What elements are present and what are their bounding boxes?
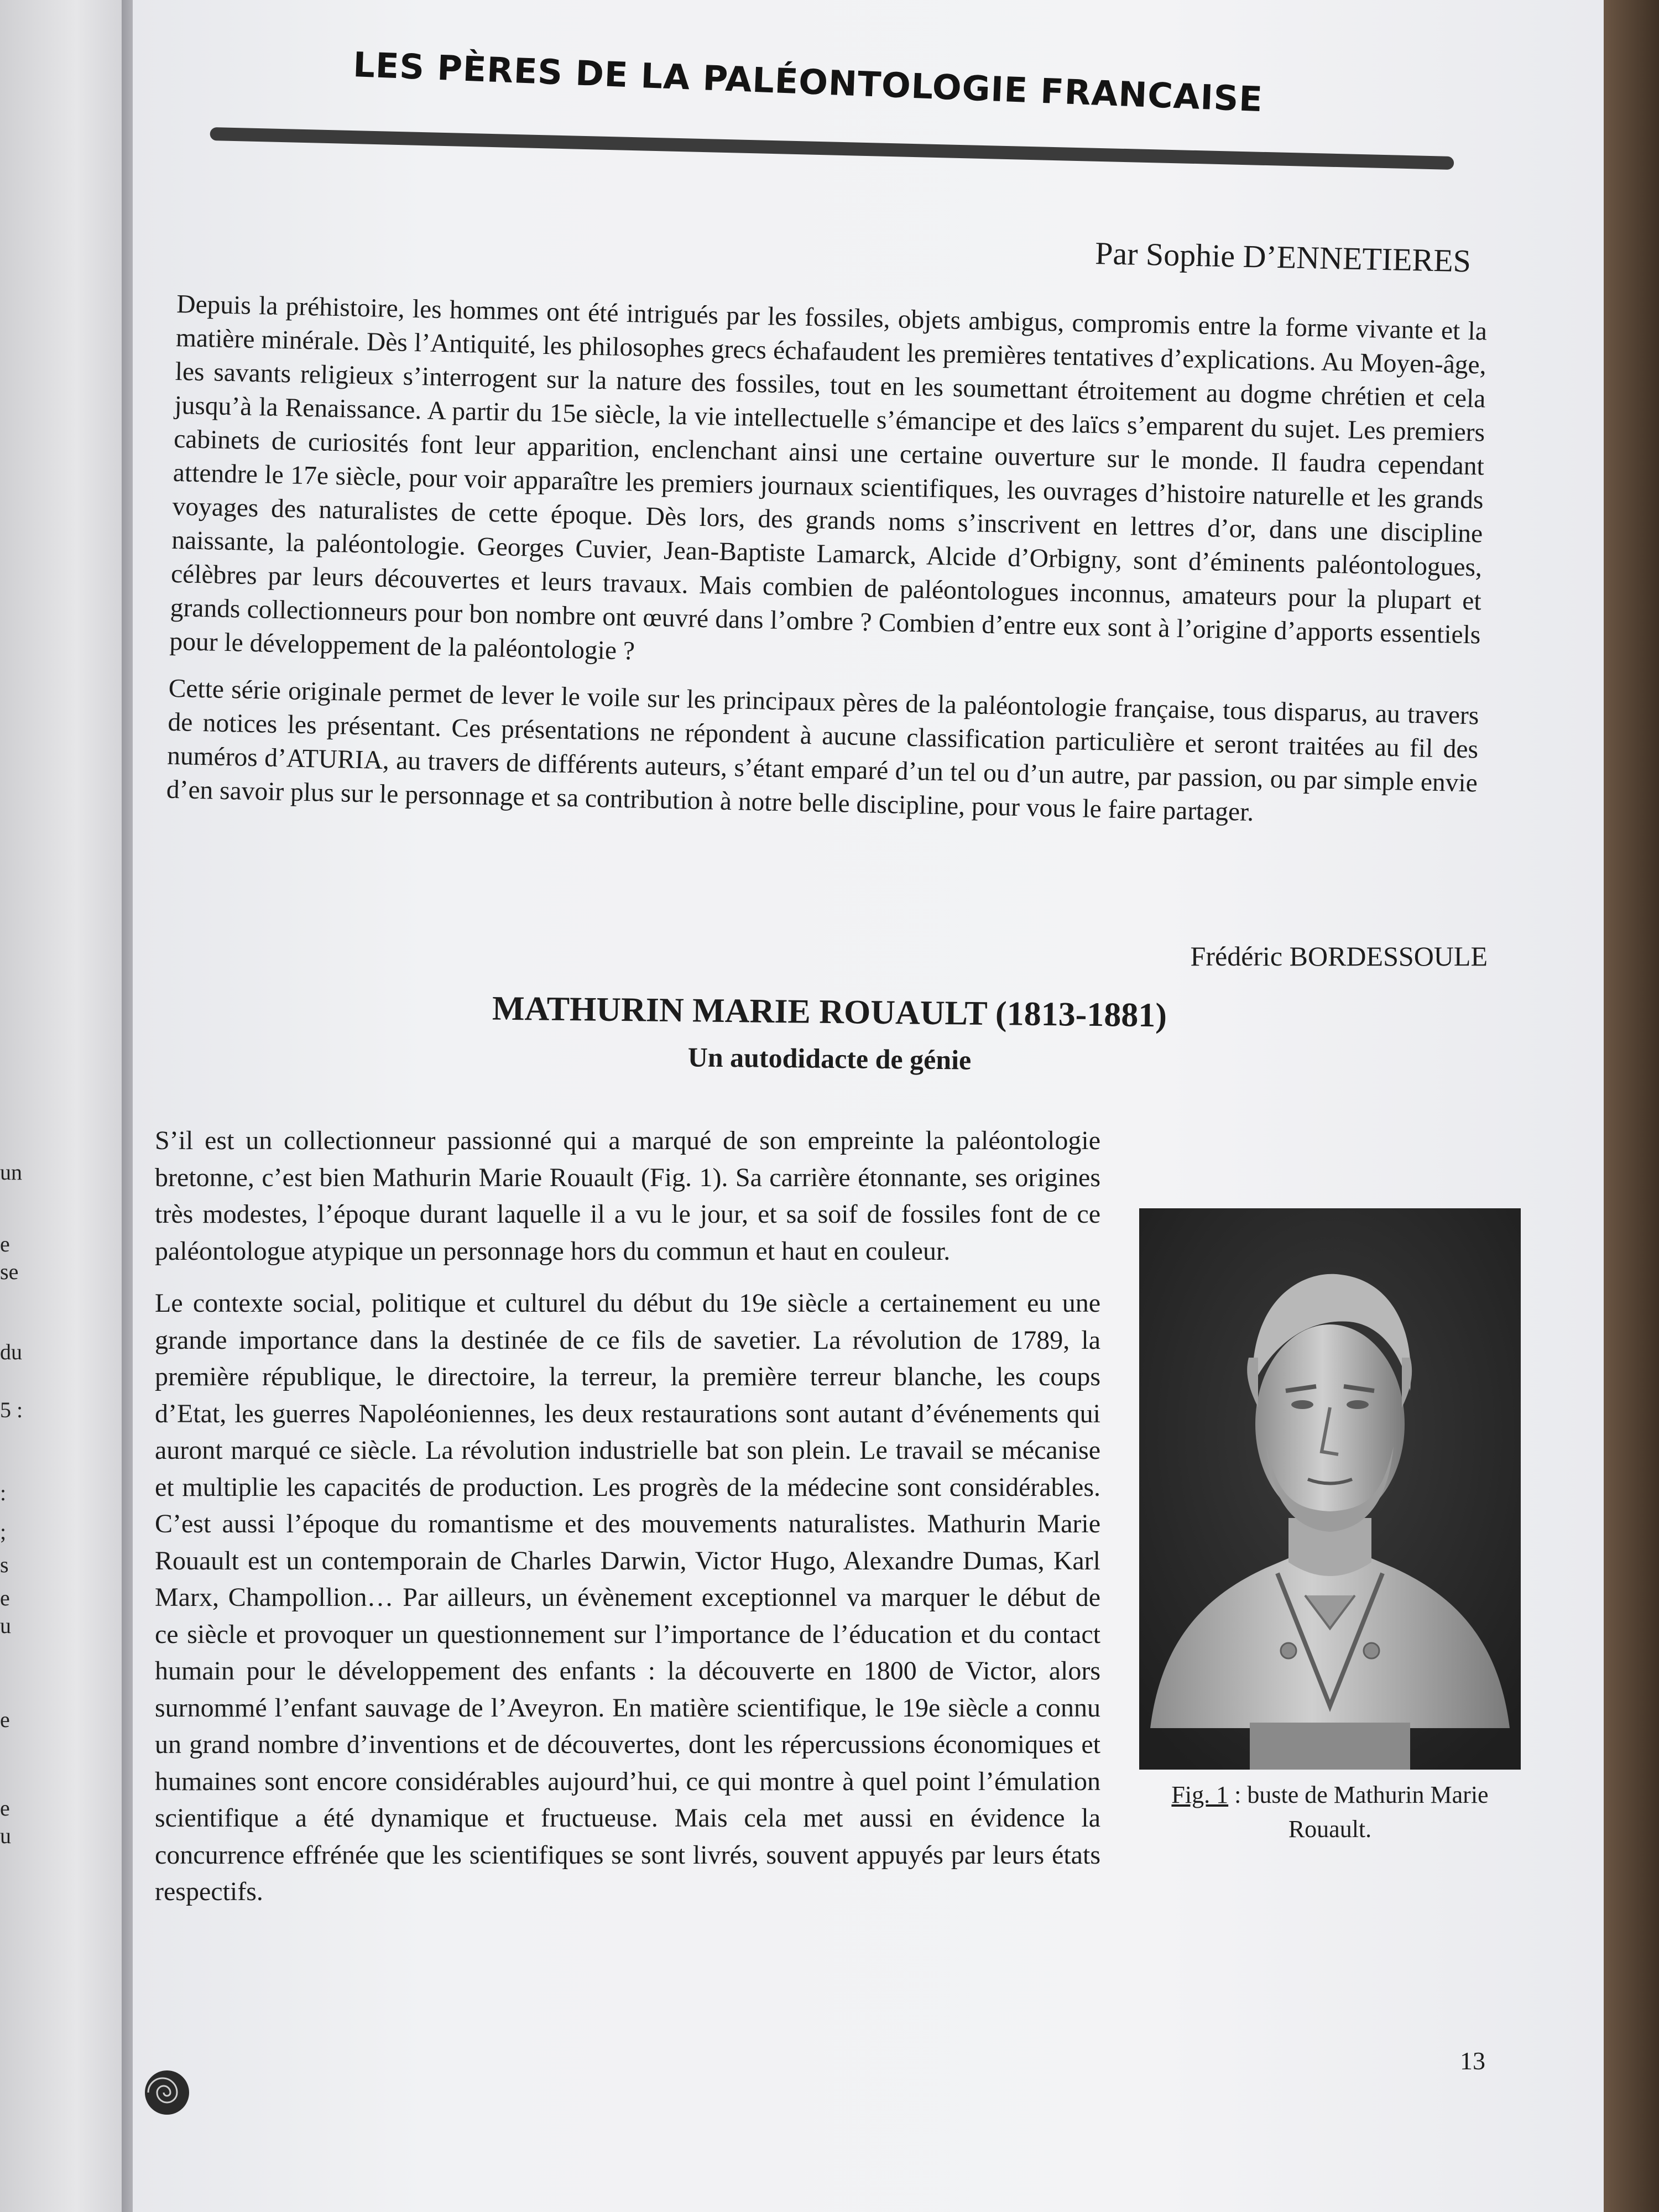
page-number: 13: [1460, 2047, 1485, 2075]
table-surface: [1604, 0, 1659, 2212]
ammonite-logo-icon: [143, 2068, 191, 2117]
article-title: MATHURIN MARIE ROUAULT (1813-1881): [492, 989, 1167, 1035]
left-page: un e se du 5 : : ; s e u e e u: [0, 0, 127, 2212]
bust-photo: [1139, 1208, 1521, 1770]
intro-section: [166, 288, 1488, 847]
publisher-logo: [143, 2068, 191, 2117]
article-paragraph: S’il est un collectionneur passionné qui a marqué de son empreinte la paléontologie bretonne, c’est bien Mathurin Marie Rouault (Fig. 1). Sa carrière étonnante, ses origines très modestes, l’époque durant laquelle il a vu le jour, et sa soif de fossiles font de ce paléontologue atypique un personnage hors du commun et haut en couleur.: [155, 1126, 1100, 1266]
figure-caption: [1139, 1778, 1521, 1846]
figure-reference: Fig. 1: [1171, 1781, 1229, 1808]
intro-paragraph: Depuis la préhistoire, les hommes ont été intrigués par les fossiles, objets ambigus, compromis entre la forme vivante et la matière minérale. Dès l’Antiquité, les philosophes grecs échafaudent les premières tentatives d’explications. Au Moyen-âge, les savants religieux s’interrogent sur la nature des fossiles, tout en les soumettant étroitement au dogme chrétien et cela jusqu’à la Renaissance. A partir du 15e siècle, la vie intellectuelle s’émancipe et des laïcs s’emparent du sujet. Les premiers cabinets de curiosités font leur apparition, enclenchant ainsi une certaine ouverture sur le monde. Il faudra cependant attendre le 17e siècle, pour voir apparaître les premiers journaux scientifiques, les ouvrages d’histoire naturelle et les grands voyages des naturalistes de cette époque. Dès lors, des grands noms s’inscrivent en lettres d’or, dans une discipline naissante, la paléontologie. Georges Cuvier, Jean-Baptiste Lamarck, Alcide d’Orbigny, sont d’éminents paléontologues, célèbres par leurs découvertes et leurs travaux. Mais combien de paléontologues inconnus, amateurs pour la plupart et grands collectionneurs pour bon nombre ont œuvré dans l’ombre ? Combien d’entre eux sont à l’origine d’apports essentiels pour le développement de la paléontologie ?: [169, 289, 1488, 666]
byline: Par Sophie D’ENNETIERES: [1094, 235, 1472, 279]
article-paragraph: Le contexte social, politique et culturel du début du 19e siècle a certainement eu une grande importance dans la destinée de ce fils de savetier. La révolution de 1789, la première république, le directoire, la terreur, la première terreur blanche, les coups d’Etat, les guerres Napoléoniennes, les deux restaurations sont autant d’événements qui auront marqué ce siècle. La révolution industrielle bat son plein. Le travail se mécanise et multiplie les capacités de production. Les progrès de la médecine sont considérables. C’est aussi l’époque du romantisme et des mouvements naturalistes. Mathurin Marie Rouault est un contemporain de Charles Darwin, Victor Hugo, Alexandre Dumas, Karl Marx, Champollion… Par ailleurs, un évènement exceptionnel va marquer le début de ce siècle et provoquer un questionnement sur l’importance de l’éducation et du contact humain pour le développement des enfants : la découverte en 1800 de Victor, alors surnommé l’enfant sauvage de l’Aveyron. En matière scientifique, le 19e siècle a connu un grand nombre d’inventions et de découvertes, dont les répercussions économiques et humaines sont encore considérables aujourd’hui, ce qui montre à quel point l’émulation scientifique a été dynamique et fructueuse. Mais cela met aussi en évidence la concurrence effrénée que les scientifiques se sont livrés, souvent appuyés par leurs états respectifs.: [155, 1288, 1100, 1906]
article-subtitle: Un autodidacte de génie: [687, 1041, 972, 1076]
article-body: [155, 1123, 1100, 1926]
intro-signature: Frédéric BORDESSOULE: [1190, 941, 1488, 972]
figure-caption-text: : buste de Mathurin Marie Rouault.: [1228, 1781, 1489, 1843]
intro-paragraph: Cette série originale permet de lever le voile sur les principaux pères de la paléontologie française, tous disparus, au travers de notices les présentant. Ces présentations ne répondent à aucune classification particulière et seront traitées au fil des numéros d’ATURIA, au travers de différents auteurs, s’étant emparé d’un tel ou d’un autre, par passion, ou par simple envie d’en savoir plus sur le personnage et sa contribution à notre belle discipline, pour vous le faire partager.: [166, 674, 1479, 827]
bust-illustration: [1139, 1208, 1521, 1770]
series-title: LES PÈRES DE LA PALÉONTOLOGIE FRANCAISE: [352, 44, 1264, 120]
